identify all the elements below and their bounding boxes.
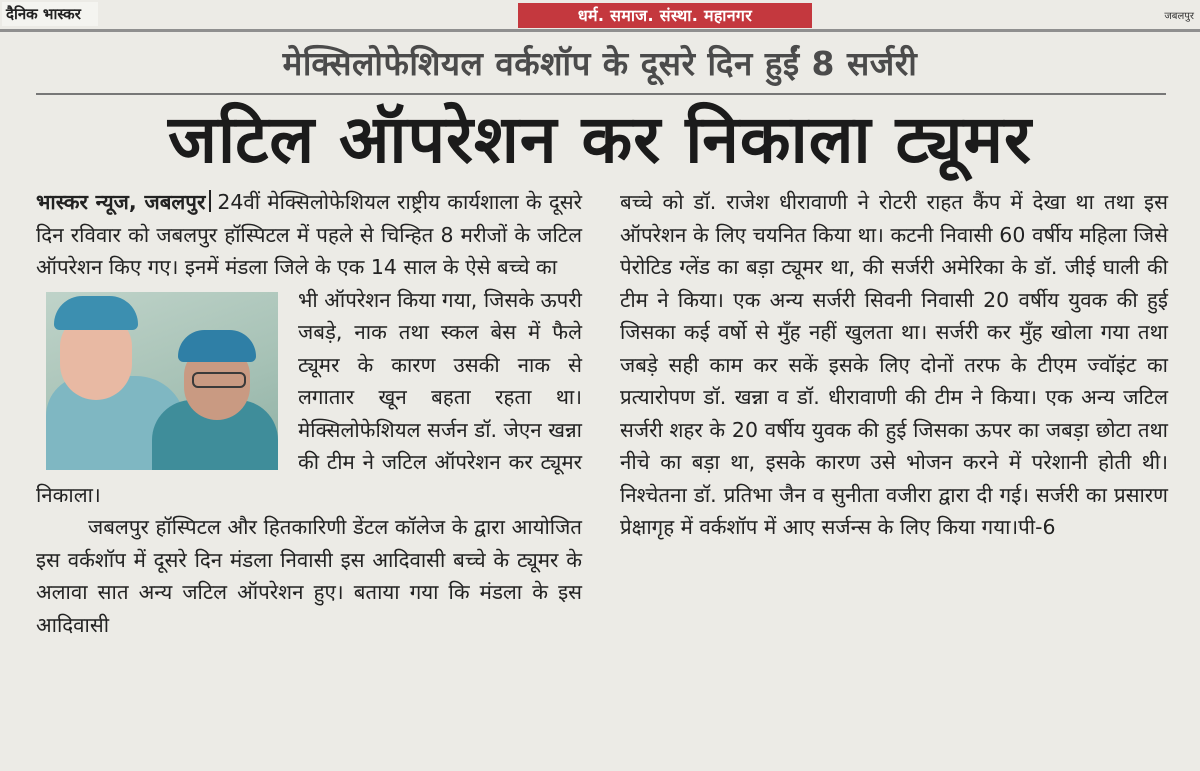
lead-continuation: भी ऑपरेशन किया गया, जिसके ऊपरी जबड़े, नाक तथा स्कल बेस में फैले ट्यूमर के कारण उसकी नाक से लगातार खून बहता रहता था। मेक्सिलोफेशियल सर्जन डॉ. जेएन खन्ना की टीम ने जटिल ऑपरेशन कर ट्यूमर निकाला। — [36, 287, 582, 507]
photo-cap-right — [178, 330, 256, 362]
lead-paragraph — [36, 186, 582, 284]
second-paragraph: जबलपुर हॉस्पिटल और हितकारिणी डेंटल कॉलेज के द्वारा आयोजित इस वर्कशॉप में दूसरे दिन मंडला निवासी इस आदिवासी बच्चे के ट्यूमर के अलावा सात अन्य जटिल ऑपरेशन हुए। बताया गया कि मंडला के इस आदिवासी — [36, 515, 582, 637]
kicker-headline: मेक्सिलोफेशियल वर्कशॉप के दूसरे दिन हुईं 8 सर्जरी — [282, 44, 918, 83]
lead-text: 24वीं मेक्सिलोफेशियल राष्ट्रीय कार्यशाला के दूसरे दिन रविवार को जबलपुर हॉस्पिटल में पहले से चिन्हित 8 मरीजों के जटिल ऑपरेशन किए गए। इनमें मंडला जिले के एक 14 साल के ऐसे बच्चे का — [36, 190, 582, 279]
article-column-1 — [36, 186, 582, 641]
surgeons-photo — [46, 292, 278, 470]
dateline: भास्कर न्यूज, जबलपुर — [36, 190, 206, 214]
column-2-text: बच्चे को डॉ. राजेश धीरावाणी ने रोटरी राहत कैंप में देखा था तथा इस ऑपरेशन के लिए चयनित किया था। कटनी निवासी 60 वर्षीय महिला जिसे पेरोटिड ग्लेंड का बड़ा ट्यूमर था, की सर्जरी अमेरिका के डॉ. जीई घाली की टीम ने किया। एक अन्य सर्जरी सिवनी निवासी 20 वर्षीय युवक की हुई जिसका कई वर्षो से मुँह नहीं खुलता था। सर्जरी कर मुँह खोला गया तथा जबड़े सही काम कर सकें इसके लिए दोनों तरफ के टीएम ज्वॉइंट का प्रत्यारोपण डॉ. खन्ना व डॉ. धीरावाणी की टीम ने किया। एक अन्य जटिल सर्जरी शहर के 20 वर्षीय युवक की हुई जिसका ऊपर का जबड़ा छोटा तथा नीचे का बड़ा था, इसके कारण उसे भोजन करने में परेशानी होती थी। निश्चेतना डॉ. प्रतिभा जैन व सुनीता वजीरा द्वारा दी गई। सर्जरी का प्रसारण प्रेक्षागृह में वर्कशॉप में आए सर्जन्स के लिए किया गया।पी-6 — [620, 190, 1168, 539]
masthead: दैनिक भास्कर — [2, 2, 98, 26]
main-headline: जटिल ऑपरेशन कर निकाला ट्यूमर — [168, 101, 1032, 178]
section-banner: धर्म. समाज. संस्था. महानगर — [518, 3, 812, 28]
kicker-rule — [36, 93, 1166, 95]
city-tag: जबलपुर — [1164, 11, 1194, 22]
photo-glasses — [192, 372, 246, 388]
photo-cap-left — [54, 296, 138, 330]
dateline-separator — [209, 190, 211, 212]
article-column-2 — [620, 186, 1168, 544]
page-header — [0, 0, 1200, 30]
header-rule — [0, 29, 1200, 32]
